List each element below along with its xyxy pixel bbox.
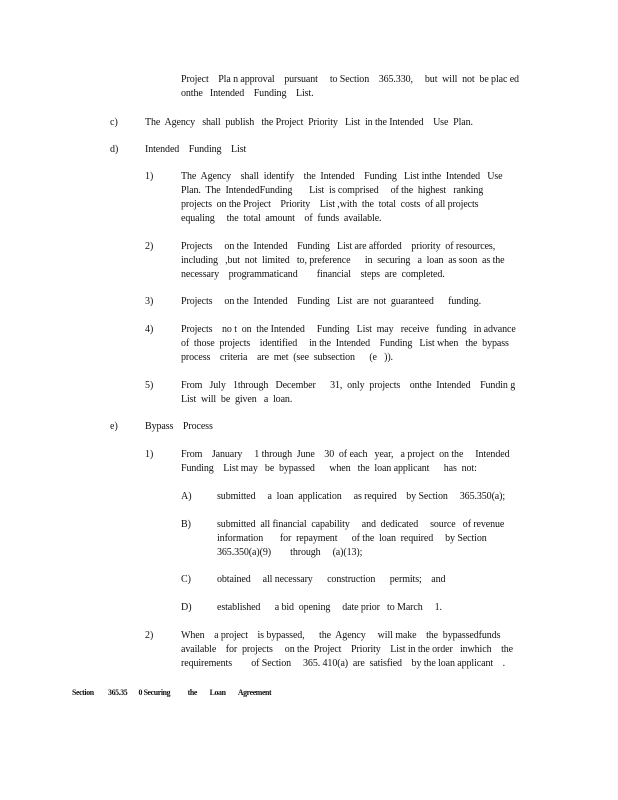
- item-text: From July 1through December 31, only projects onthe Intended Fundin g: [181, 380, 516, 391]
- item-number: 2): [145, 241, 154, 252]
- subitem-letter: A): [181, 491, 192, 502]
- item-number: 1): [145, 449, 154, 460]
- section-c-label: c): [110, 117, 118, 128]
- subitem-text: obtained all necessary construction permits; and: [217, 574, 446, 585]
- intro-line: onthe Intended Funding List.: [181, 88, 314, 99]
- section-c-text: The Agency shall publish the Project Priority List in the Intended Use Plan.: [145, 117, 473, 128]
- section-e-label: e): [110, 421, 118, 432]
- item-text: Funding List may be bypassed when the loan applicant has not:: [181, 463, 477, 474]
- section-e-heading: Bypass Process: [145, 421, 213, 432]
- item-text: equaling the total amount of funds available.: [181, 213, 382, 224]
- item-number: 4): [145, 324, 154, 335]
- item-text: When a project is bypassed, the Agency will make the bypassedfunds: [181, 630, 501, 641]
- section-d-heading: Intended Funding List: [145, 144, 247, 155]
- item-text: including ,but not limited to, preference in securing a loan as soon as the: [181, 255, 505, 266]
- item-number: 1): [145, 171, 154, 182]
- item-number: 5): [145, 380, 154, 391]
- item-text: Projects no t on the Intended Funding List may receive funding in advance: [181, 324, 516, 335]
- next-section-heading: Section 365.35 0 Securing the Loan Agreement: [72, 687, 272, 697]
- item-text: From January 1 through June 30 of each year, a project on the Intended: [181, 449, 510, 460]
- item-text: available for projects on the Project Priority List in the order inwhich the: [181, 644, 513, 655]
- intro-line: Project Pla n approval pursuant to Section 365.330, but will not be plac ed: [181, 74, 519, 85]
- item-text: requirements of Section 365. 410(a) are satisfied by the loan applicant .: [181, 658, 506, 669]
- subitem-letter: D): [181, 602, 192, 613]
- subitem-text: established a bid opening date prior to March 1.: [217, 602, 442, 613]
- item-text: List will be given a loan.: [181, 394, 293, 405]
- item-text: necessary programmaticand financial steps are completed.: [181, 269, 445, 280]
- item-number: 2): [145, 630, 154, 641]
- item-number: 3): [145, 296, 154, 307]
- item-text: The Agency shall identify the Intended Funding List inthe Intended Use: [181, 171, 503, 182]
- item-text: of those projects identified in the Intended Funding List when the bypass: [181, 338, 509, 349]
- subitem-text: information for repayment of the loan required by Section: [217, 533, 487, 544]
- subitem-text: submitted a loan application as required by Section 365.350(a);: [217, 491, 506, 502]
- subitem-text: submitted all financial capability and dedicated source of revenue: [217, 519, 505, 530]
- section-d-label: d): [110, 144, 119, 155]
- item-text: Projects on the Intended Funding List are not guaranteed funding.: [181, 296, 481, 307]
- subitem-letter: C): [181, 574, 191, 585]
- item-text: process criteria are met (see subsection (e )).: [181, 352, 393, 363]
- item-text: Projects on the Intended Funding List are afforded priority of resources,: [181, 241, 496, 252]
- item-text: projects on the Project Priority List ,with the total costs of all projects: [181, 199, 479, 210]
- item-text: Plan. The IntendedFunding List is comprised of the highest ranking: [181, 185, 484, 196]
- subitem-text: 365.350(a)(9) through (a)(13);: [217, 547, 363, 558]
- subitem-letter: B): [181, 519, 191, 530]
